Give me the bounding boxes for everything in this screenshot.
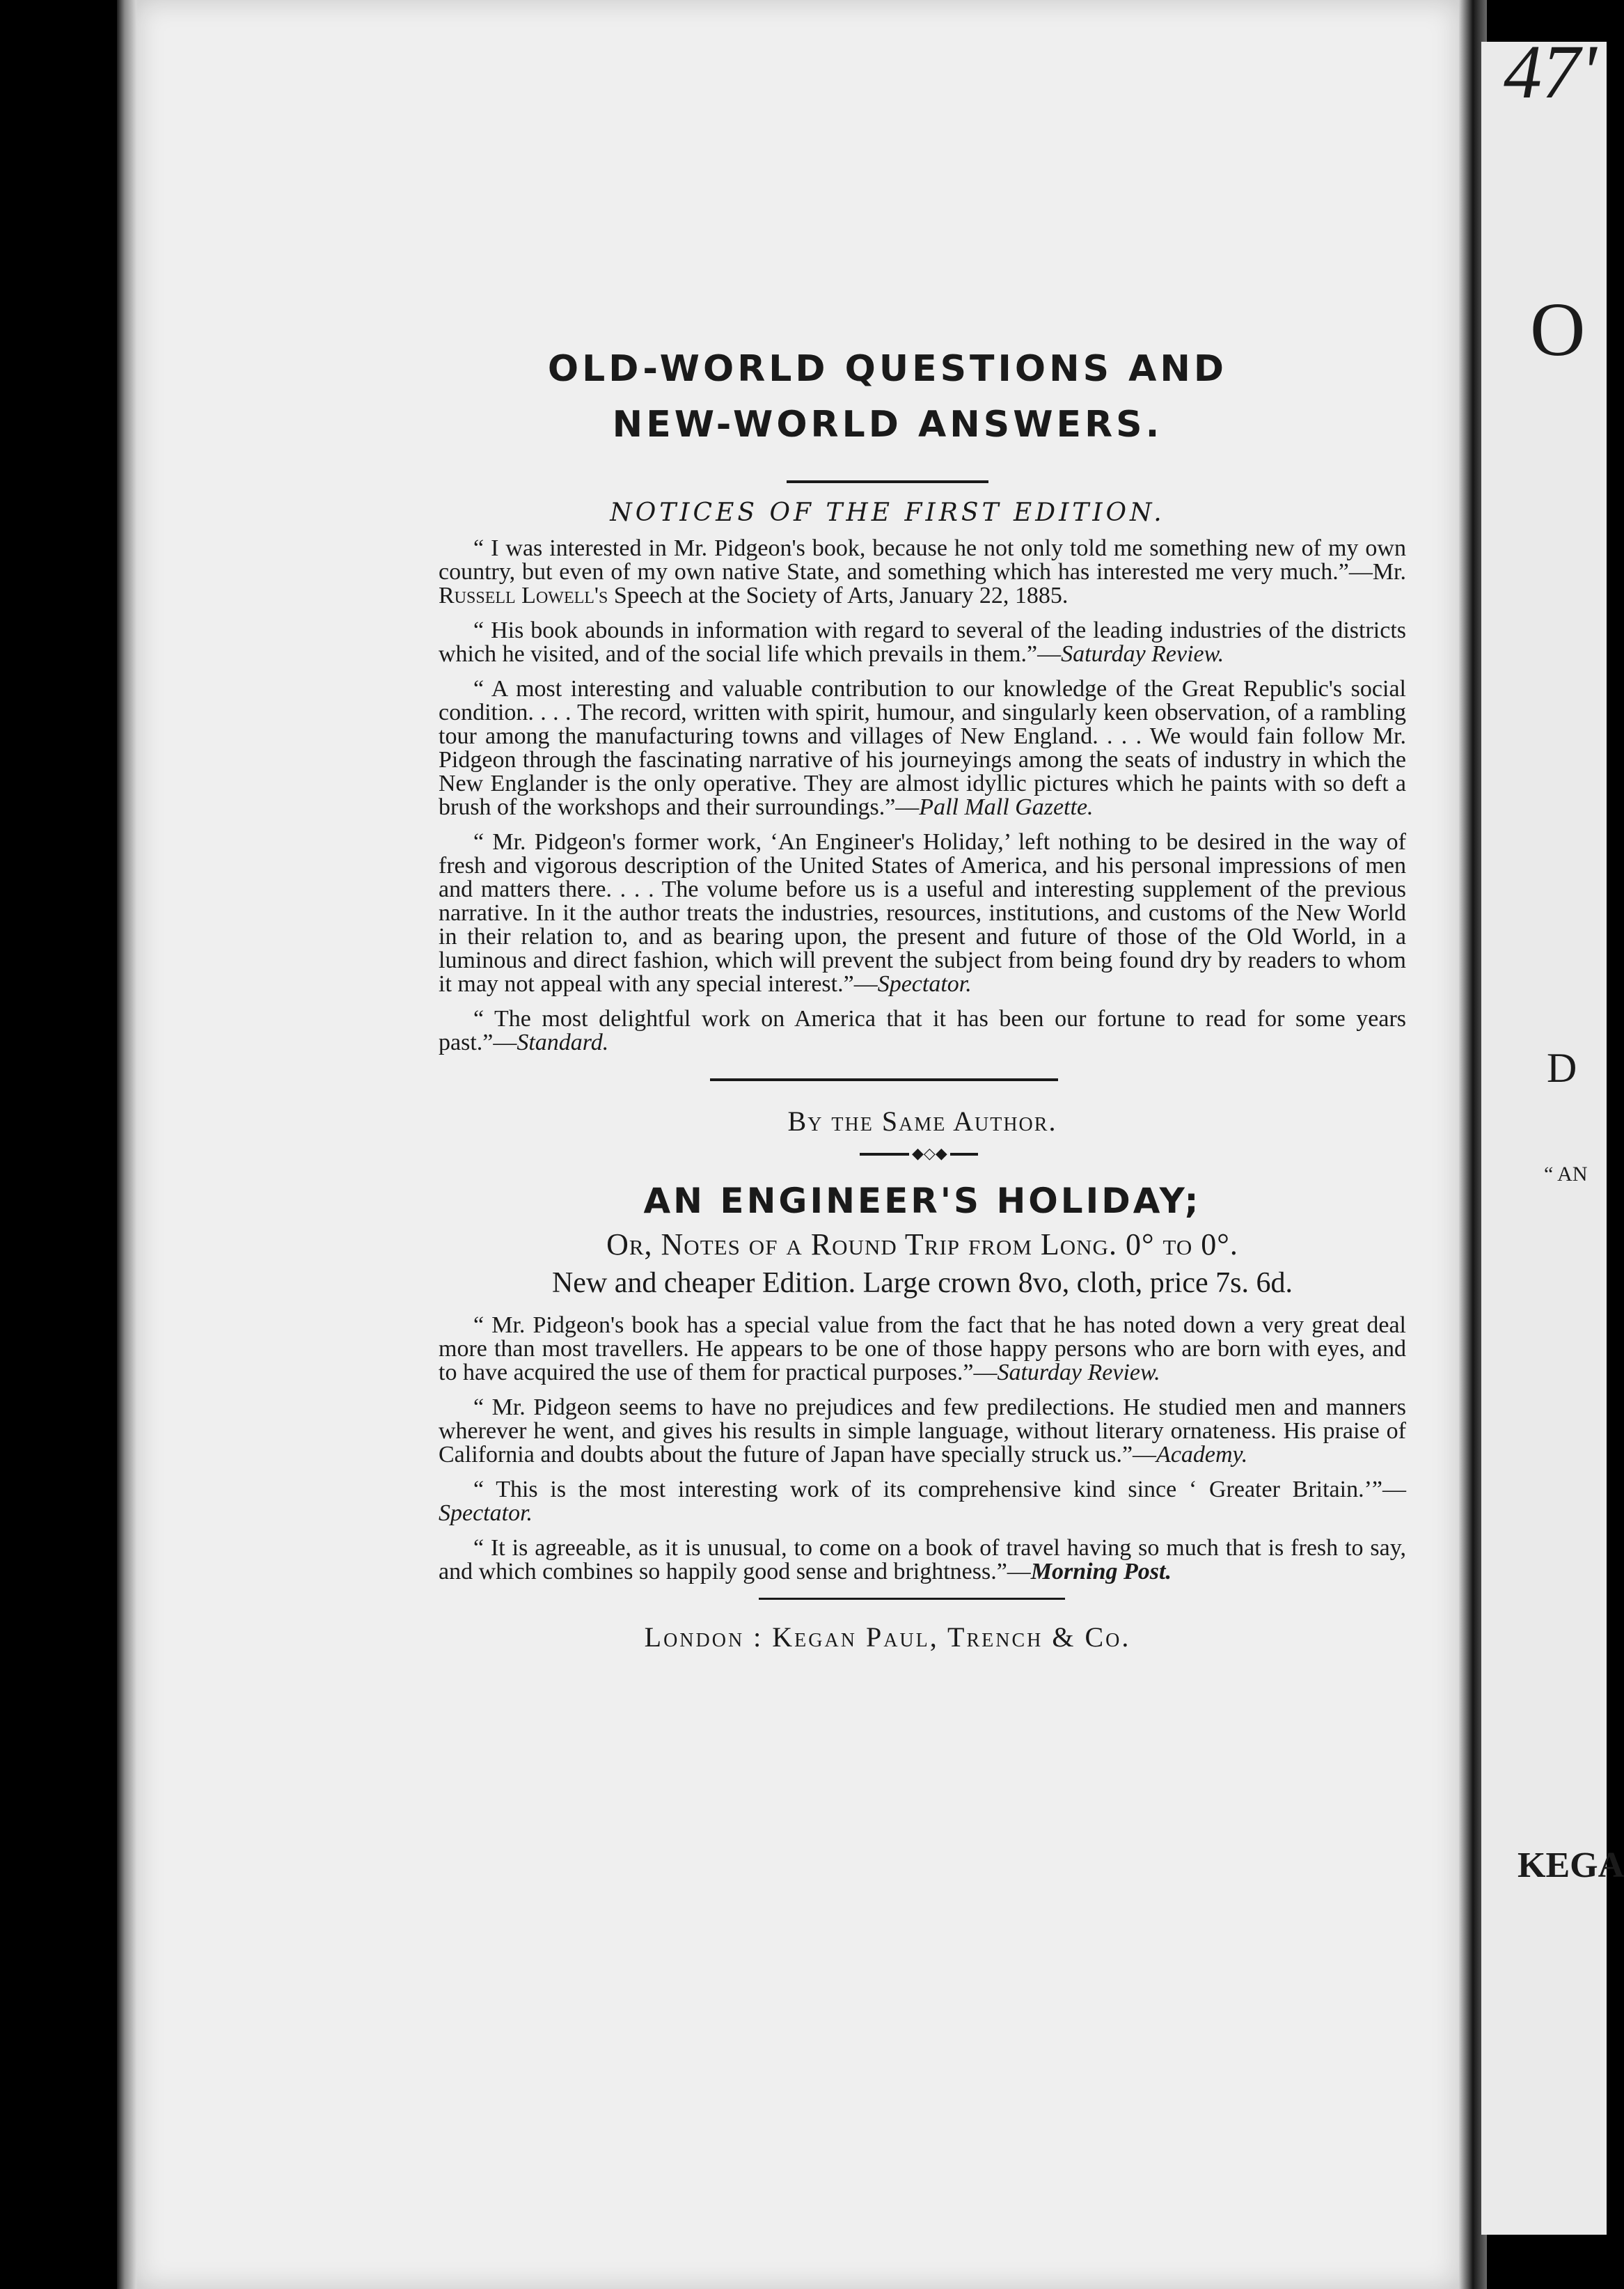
review-quote bbox=[439, 1478, 1406, 1525]
quote-source: Spectator. bbox=[439, 1500, 533, 1526]
section-divider bbox=[759, 1598, 1065, 1600]
quote-text: “ His book abounds in information with regard to several of the leading industries of the districts which he visited, and of the social life which prevails in them.”— bbox=[439, 618, 1406, 667]
quote-text: “ Mr. Pidgeon seems to have no prejudices and few predilections. He studied men and manners wherever he went, and gives his results in simple language, without literary ornateness. His praise of California and doubts about the future of Japan have specially struck us.”— bbox=[439, 1394, 1406, 1468]
facing-page-fragment: D bbox=[1547, 1045, 1577, 1091]
title-line: OLD-WORLD QUESTIONS AND bbox=[547, 348, 1228, 390]
review-quote bbox=[439, 831, 1406, 996]
quote-text: “ I was interested in Mr. Pidgeon's book, because he not only told me something new of my own country, but even of my own native State, and something which has interested me very much.”—Mr. bbox=[439, 535, 1406, 585]
notices-list bbox=[439, 537, 1406, 1055]
quote-text: “ Mr. Pidgeon's book has a special value from the fact that he has noted down a very great deal more than most travellers. He appears to be one of those happy persons who are born with eyes, and to have acquired the use of them for practical purposes.”— bbox=[439, 1312, 1406, 1385]
publisher-imprint: London : Kegan Paul, Trench & Co. bbox=[644, 1621, 1131, 1653]
book-reviews-list bbox=[439, 1314, 1406, 1584]
facing-page-fragment: KEGA bbox=[1517, 1846, 1624, 1885]
facing-page-fragment: O bbox=[1530, 287, 1586, 372]
quote-source: Standard. bbox=[517, 1030, 609, 1055]
quote-text: “ It is agreeable, as it is unusual, to come on a book of travel having so much that is fresh to say, and which combines so happily good sense and brightness.”— bbox=[439, 1535, 1406, 1584]
quote-source: Pall Mall Gazette. bbox=[919, 794, 1094, 820]
quote-text: “ Mr. Pidgeon's former work, ‘An Engineer's Holiday,’ left nothing to be desired in the way of fresh and vigorous description of the United States of America, and his personal impressions of men and matters there. . . . The volume before us is a useful and interesting supplement of the previous narrative. In it the author treats the industries, resources, institutions, and customs of the New World in their relation to, and as bearing upon, the present and future of those of the Old World, in a luminous and direct fashion, which will prevent the subject from being found dry by readers to whom it may not appeal with any special interest.”— bbox=[439, 829, 1406, 997]
review-quote bbox=[439, 1396, 1406, 1467]
book-title: AN ENGINEER'S HOLIDAY; bbox=[643, 1181, 1201, 1221]
quote-text: “ A most interesting and valuable contribution to our knowledge of the Great Republic's social condition. . . . The record, written with spirit, humour, and singularly keen observation, of a rambling tour among the manufacturing towns and villages of New England. . . . We would fain follow Mr. Pidgeon through the fascinating narrative of his journeyings among the seats of industry in which the New Englander is the only operative. They are almost idyllic pictures which he paints with so deft a brush of the workshops and their surroundings.”— bbox=[439, 676, 1406, 820]
page-edge bbox=[117, 0, 136, 2289]
notices-heading: NOTICES OF THE FIRST EDITION. bbox=[610, 498, 1165, 527]
review-quote bbox=[439, 537, 1406, 608]
quote-source: Russell Lowell's bbox=[439, 583, 608, 608]
facing-page-number: 47' bbox=[1504, 29, 1597, 114]
quote-text: Speech at the Society of Arts, January 22, 1885. bbox=[608, 583, 1069, 608]
quote-source: Spectator. bbox=[877, 971, 972, 997]
page-title bbox=[439, 341, 1337, 453]
quote-source: Saturday Review. bbox=[997, 1360, 1160, 1385]
book-subtitle: Or, Notes of a Round Trip from Long. 0° to 0°. bbox=[606, 1227, 1238, 1261]
quote-source: Morning Post. bbox=[1030, 1559, 1172, 1584]
quote-text: “ This is the most interesting work of its comprehensive kind since ‘ Greater Britain.’”— bbox=[473, 1477, 1406, 1502]
review-quote bbox=[439, 677, 1406, 819]
title-divider bbox=[787, 480, 988, 483]
title-line: NEW-WORLD ANSWERS. bbox=[612, 404, 1163, 446]
page-content bbox=[439, 341, 1406, 1653]
book-edition: New and cheaper Edition. Large crown 8vo, cloth, price 7s. 6d. bbox=[551, 1267, 1293, 1299]
review-quote bbox=[439, 1536, 1406, 1584]
facing-page-fragment: “ AN bbox=[1544, 1163, 1588, 1186]
section-divider bbox=[710, 1078, 1058, 1081]
quote-text: “ The most delightful work on America that it has been our fortune to read for some years past.”— bbox=[439, 1006, 1406, 1055]
same-author-label: By the Same Author. bbox=[787, 1106, 1057, 1137]
review-quote bbox=[439, 619, 1406, 666]
review-quote bbox=[439, 1314, 1406, 1385]
review-quote bbox=[439, 1007, 1406, 1055]
ornament-divider bbox=[439, 1147, 1406, 1161]
ornament-glyph: ◆◇◆ bbox=[909, 1147, 950, 1161]
quote-source: Saturday Review. bbox=[1061, 641, 1224, 667]
quote-source: Academy. bbox=[1156, 1442, 1248, 1468]
